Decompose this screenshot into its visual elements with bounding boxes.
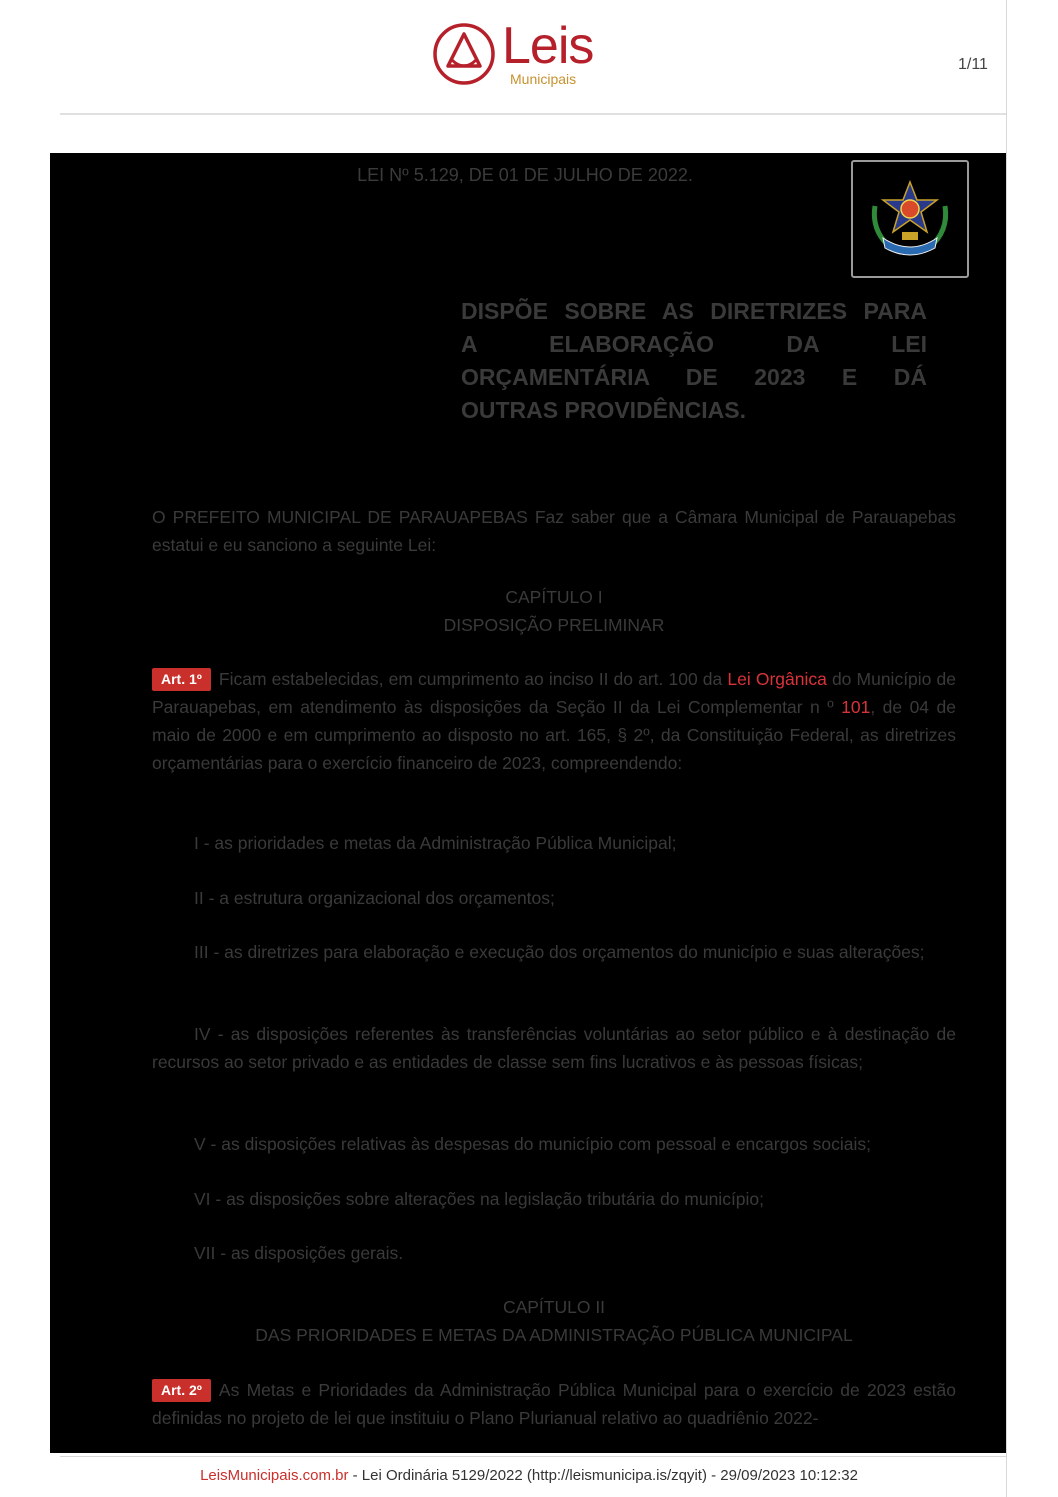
- document-body: [50, 153, 1006, 1453]
- art-2-text: As Metas e Prioridades da Administração Pública Municipal para o exercício de 2023 estão definidas no projeto de lei que instituiu o Plano Plurianual relativo ao quadriênio 2022-: [152, 1380, 956, 1428]
- footer-site-link[interactable]: LeisMunicipais.com.br: [200, 1467, 349, 1484]
- scales-logo-icon: [432, 22, 496, 86]
- art-1-text-b: do Município de Parauapebas, em atendimento às disposições da Seção II da Lei Complementar n º: [152, 669, 956, 717]
- ementa: [461, 295, 927, 427]
- list-item: II - a estrutura organizacional dos orçamentos;: [194, 888, 555, 908]
- art-1-text-c: , de 04 de maio de 2000 e em cumprimento ao disposto no art. 165, § 2º, da Constituição Federal, as diretrizes orçamentárias para o exercício financeiro de 2023, compreendendo:: [152, 697, 956, 773]
- logo-subtext: Municipais: [510, 71, 577, 87]
- list-item: III - as diretrizes para elaboração e execução dos orçamentos do município e suas alterações;: [194, 942, 925, 962]
- chapter-2-subtitle: DAS PRIORIDADES E METAS DA ADMINISTRAÇÃO PÚBLICA MUNICIPAL: [255, 1325, 853, 1345]
- header-divider: [60, 113, 1006, 115]
- article-1: [152, 665, 956, 777]
- lei-organica-link[interactable]: Lei Orgânica: [727, 669, 827, 689]
- list-item: VII - as disposições gerais.: [194, 1243, 404, 1263]
- art-1-badge[interactable]: Art. 1º: [152, 668, 211, 691]
- leis-municipais-logo[interactable]: [432, 17, 602, 92]
- list-item: V - as disposições relativas às despesas do município com pessoal e encargos sociais;: [194, 1134, 872, 1154]
- footer: [0, 1467, 1058, 1484]
- art-1-text-a: Ficam estabelecidas, em cumprimento ao inciso II do art. 100 da: [218, 669, 728, 689]
- page-edge-rule: [1006, 0, 1007, 1497]
- footer-divider: [60, 1456, 1006, 1457]
- law-title: LEI Nº 5.129, DE 01 DE JULHO DE 2022.: [357, 165, 693, 185]
- footer-citation: - Lei Ordinária 5129/2022 (http://leismunicipa.is/zqyit) - 29/09/2023 10:12:32: [348, 1467, 858, 1484]
- chapter-1-title: CAPÍTULO I: [505, 587, 603, 607]
- art-2-badge[interactable]: Art. 2º: [152, 1379, 211, 1402]
- chapter-2-title: CAPÍTULO II: [502, 1297, 606, 1317]
- municipal-crest-icon: [865, 176, 955, 262]
- list-item: IV - as disposições referentes às transferências voluntárias ao setor público e à destinação de recursos ao setor privado e as entidades de classe sem fins lucrativos e às pessoas físicas;: [152, 1024, 956, 1072]
- lc-101-link[interactable]: 101: [841, 697, 871, 717]
- article-2: [152, 1376, 956, 1432]
- preamble: O PREFEITO MUNICIPAL DE PARAUAPEBAS Faz saber que a Câmara Municipal de Parauapebas estatui e eu sanciono a seguinte Lei:: [152, 507, 956, 555]
- ementa-line-2: A ELABORAÇÃO DA LEI: [461, 331, 927, 357]
- ementa-line-1: DISPÕE SOBRE AS DIRETRIZES PARA: [461, 298, 927, 324]
- list-item: VI - as disposições sobre alterações na legislação tributária do município;: [194, 1189, 765, 1209]
- ementa-line-3: ORÇAMENTÁRIA DE 2023 E DÁ: [461, 364, 927, 390]
- ementa-line-4: OUTRAS PROVIDÊNCIAS.: [461, 397, 746, 423]
- logo-text: Leis: [502, 17, 594, 75]
- municipal-crest-frame: [851, 160, 969, 278]
- chapter-1-subtitle: DISPOSIÇÃO PRELIMINAR: [443, 615, 665, 635]
- list-item: I - as prioridades e metas da Administração Pública Municipal;: [194, 833, 677, 853]
- page-number: 1/11: [958, 56, 988, 73]
